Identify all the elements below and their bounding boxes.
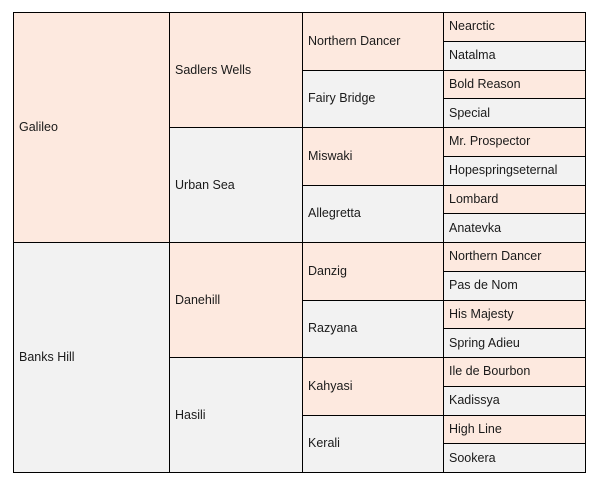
great-great-grandparent-cell: Mr. Prospector — [443, 127, 585, 156]
great-great-grandparent-cell: Lombard — [443, 185, 585, 214]
grid-line — [302, 300, 585, 301]
great-great-grandparent-cell: Northern Dancer — [443, 242, 585, 271]
grid-line — [443, 443, 585, 444]
grid-line — [443, 386, 585, 387]
great-grandparent-cell: Allegretta — [302, 185, 443, 243]
great-grandparent-cell: Kahyasi — [302, 357, 443, 415]
grid-line — [169, 127, 585, 128]
great-great-grandparent-cell: Hopespringseternal — [443, 156, 585, 185]
great-great-grandparent-cell: Natalma — [443, 41, 585, 70]
great-great-grandparent-cell: Sookera — [443, 443, 585, 472]
great-great-grandparent-cell: High Line — [443, 415, 585, 444]
grid-line — [302, 70, 585, 71]
grandparent-cell: Hasili — [169, 357, 302, 472]
great-grandparent-cell: Razyana — [302, 300, 443, 358]
sire-cell: Galileo — [13, 12, 169, 242]
grid-line — [443, 271, 585, 272]
great-great-grandparent-cell: Nearctic — [443, 12, 585, 41]
grid-line — [169, 357, 585, 358]
grid-line — [13, 242, 585, 243]
dam-cell: Banks Hill — [13, 242, 169, 472]
great-great-grandparent-cell: His Majesty — [443, 300, 585, 329]
great-great-grandparent-cell: Pas de Nom — [443, 271, 585, 300]
grid-line — [13, 472, 586, 473]
grid-line — [443, 213, 585, 214]
grandparent-cell: Sadlers Wells — [169, 12, 302, 127]
great-great-grandparent-cell: Spring Adieu — [443, 328, 585, 357]
grid-line — [443, 328, 585, 329]
great-grandparent-cell: Miswaki — [302, 127, 443, 185]
grid-line — [443, 156, 585, 157]
grid-line — [443, 98, 585, 99]
grid-line — [443, 41, 585, 42]
grid-line — [302, 415, 585, 416]
great-great-grandparent-cell: Kadissya — [443, 386, 585, 415]
grandparent-cell: Danehill — [169, 242, 302, 357]
great-grandparent-cell: Fairy Bridge — [302, 70, 443, 128]
grid-line — [302, 185, 585, 186]
great-grandparent-cell: Kerali — [302, 415, 443, 473]
grandparent-cell: Urban Sea — [169, 127, 302, 242]
great-great-grandparent-cell: Special — [443, 98, 585, 127]
grid-line — [585, 12, 586, 473]
great-great-grandparent-cell: Bold Reason — [443, 70, 585, 99]
great-great-grandparent-cell: Ile de Bourbon — [443, 357, 585, 386]
grid-line — [13, 12, 586, 13]
great-grandparent-cell: Danzig — [302, 242, 443, 300]
great-great-grandparent-cell: Anatevka — [443, 213, 585, 242]
great-grandparent-cell: Northern Dancer — [302, 12, 443, 70]
